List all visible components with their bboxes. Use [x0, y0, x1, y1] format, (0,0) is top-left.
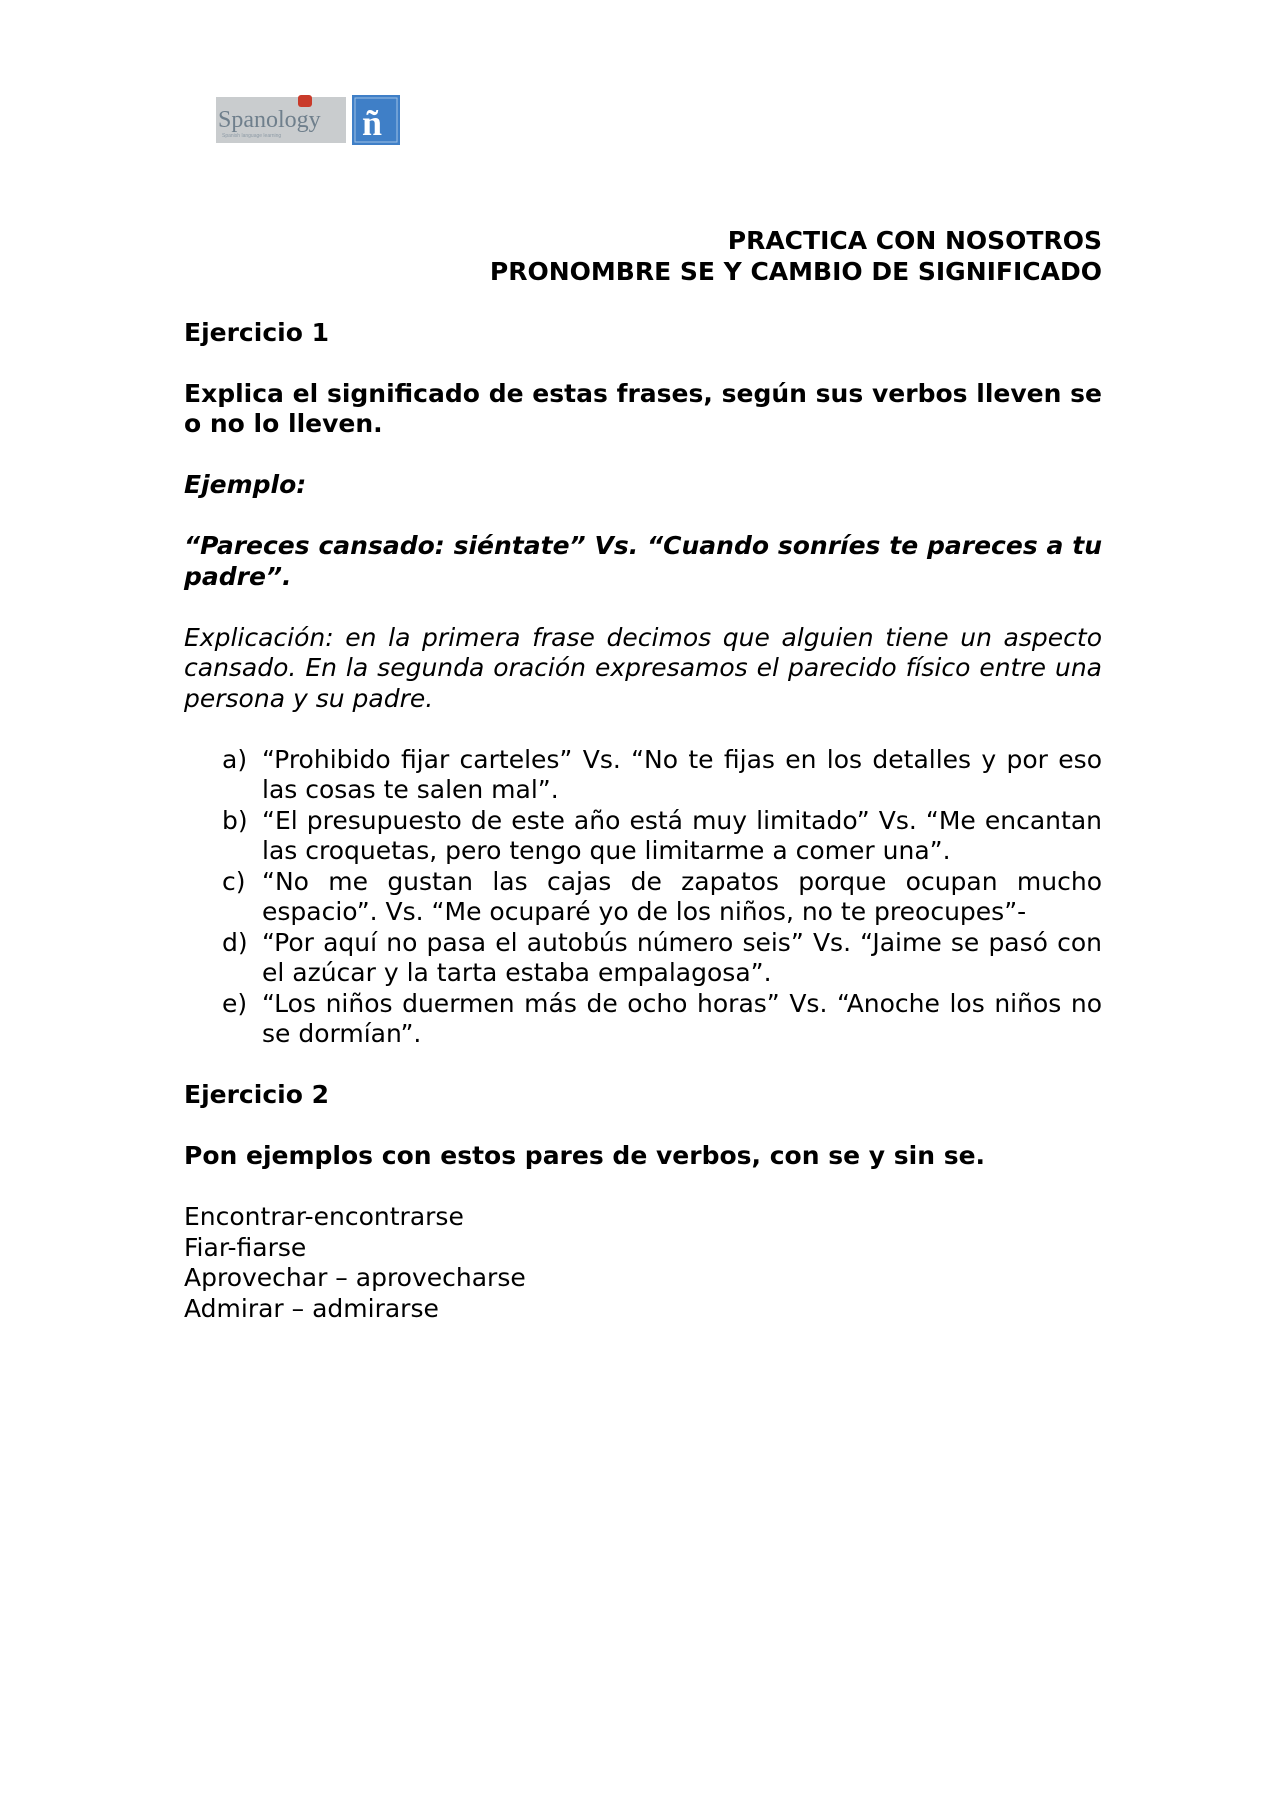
spanology-logo: [216, 95, 400, 145]
list-item: [222, 928, 1102, 989]
list-item-text: “Prohibido fijar carteles” Vs. “No te fijas en los detalles y por eso las cosas te salen mal”.: [262, 744, 1102, 804]
verb-pair: Fiar-fiarse: [184, 1232, 307, 1262]
example-explanation: Explicación: en la primera frase decimos que alguien tiene un aspecto cansado. En la segunda oración expresamos el parecido físico entre una persona y su padre.: [184, 622, 1102, 713]
logo-badge-glyph: ñ: [362, 103, 383, 143]
verb-pair: Admirar – admirarse: [184, 1293, 439, 1323]
exercise1-instruction: Explica el significado de estas frases, según sus verbos lleven se o no lo lleven.: [184, 378, 1102, 438]
verb-pair: Encontrar-encontrarse: [184, 1202, 464, 1231]
list-item: [222, 806, 1102, 867]
logo-brand-text: Spanology: [218, 107, 321, 133]
list-item-marker: b): [222, 805, 248, 835]
example-sentence: “Pareces cansado: siéntate” Vs. “Cuando sonríes te pareces a tu padre”.: [184, 531, 1102, 591]
list-item-marker: c): [222, 866, 246, 896]
exercise1-title: Ejercicio 1: [184, 317, 329, 347]
list-item-text: “El presupuesto de este año está muy limitado” Vs. “Me encantan las croquetas, pero tengo que limitarme a comer una”.: [262, 805, 1102, 865]
document-title-line2: PRONOMBRE SE Y CAMBIO DE SIGNIFICADO: [489, 256, 1102, 286]
list-item-text: “Por aquí no pasa el autobús número seis” Vs. “Jaime se pasó con el azúcar y la tarta estaba empalagosa”.: [262, 927, 1102, 987]
list-item-text: “No me gustan las cajas de zapatos porque ocupan mucho espacio”. Vs. “Me ocuparé yo de los niños, no te preocupes”-: [262, 866, 1102, 926]
list-item: [222, 867, 1102, 928]
exercise2-instruction: Pon ejemplos con estos pares de verbos, con se y sin se.: [184, 1141, 986, 1170]
list-item-marker: a): [222, 744, 248, 774]
document-body: [184, 226, 1102, 1324]
list-item-marker: d): [222, 927, 248, 957]
list-item: [222, 989, 1102, 1050]
example-label: Ejemplo:: [184, 470, 307, 499]
exercise2-title: Ejercicio 2: [184, 1080, 329, 1109]
list-item: [222, 745, 1102, 806]
list-item-marker: e): [222, 988, 248, 1018]
document-title-line1: PRACTICA CON NOSOTROS: [727, 226, 1102, 255]
list-item-text: “Los niños duermen más de ocho horas” Vs. “Anoche los niños no se dormían”.: [262, 988, 1102, 1048]
verb-pair: Aprovechar – aprovecharse: [184, 1263, 526, 1292]
exercise1-items: [184, 745, 1102, 1050]
logo-speech-bubble-icon: [298, 95, 312, 107]
logo-tagline: Spanish language learning: [222, 133, 282, 139]
